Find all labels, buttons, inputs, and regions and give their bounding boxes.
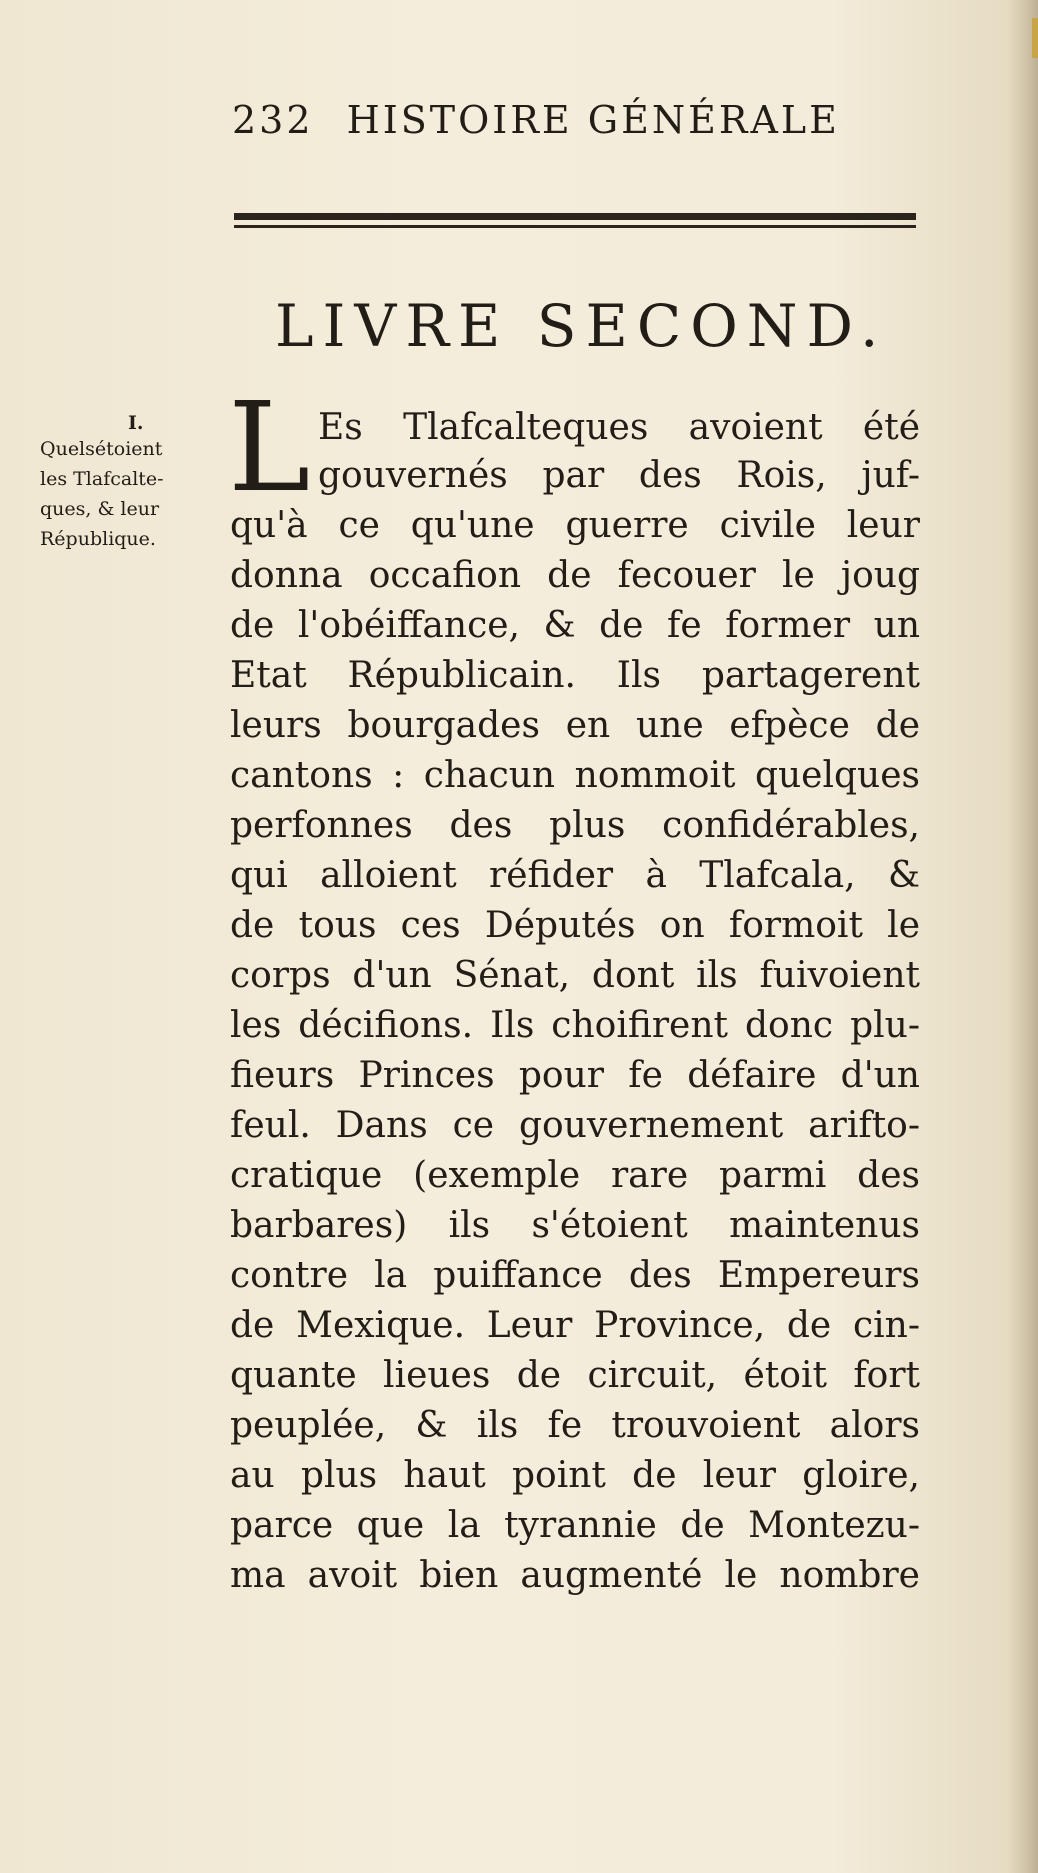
marginal-note-line: les Tlafcalte- (40, 468, 164, 490)
body-text-line: contre la puiffance des Empereurs (230, 1255, 920, 1296)
body-text-line: cantons : chacun nommoit quelques (230, 755, 920, 796)
body-text-line: leurs bourgades en une efpèce de (230, 705, 920, 746)
header-rule-thick (234, 213, 916, 220)
page-edge-tab (1032, 18, 1038, 58)
body-text-line: les décifions. Ils choifirent donc plu- (230, 1005, 920, 1046)
body-text-line: Es Tlafcalteques avoient été (318, 407, 920, 448)
body-text-line: barbares) ils s'étoient maintenus (230, 1205, 920, 1246)
body-text-line: gouvernés par des Rois, juf- (318, 455, 920, 496)
body-text-line: de Mexique. Leur Province, de cin- (230, 1305, 920, 1346)
marginal-note-line: Quelsétoient (40, 438, 163, 460)
body-text-line: quante lieues de circuit, étoit fort (230, 1355, 920, 1396)
body-text-line: qui alloient réfider à Tlafcala, & (230, 855, 920, 896)
page-edge-shadow (1008, 0, 1038, 1873)
body-text-line: parce que la tyrannie de Montezu- (230, 1505, 920, 1546)
header-rule-thin (234, 225, 916, 228)
body-text-line: corps d'un Sénat, dont ils fuivoient (230, 955, 920, 996)
marginal-note-number: I. (128, 412, 144, 434)
drop-cap: L (228, 376, 311, 520)
body-text-line: feul. Dans ce gouvernement arifto- (230, 1105, 920, 1146)
page-number: 232 (232, 98, 314, 142)
marginal-note-line: ques, & leur (40, 498, 160, 520)
body-text-line: donna occafion de fecouer le joug (230, 555, 920, 596)
body-text-line: de l'obéiffance, & de fe former un (230, 605, 920, 646)
body-text-line: Etat Républicain. Ils partagerent (230, 655, 920, 696)
book-title: LIVRE SECOND. (275, 292, 888, 360)
running-head (232, 98, 840, 142)
marginal-note-line: République. (40, 528, 156, 550)
body-text-line: perfonnes des plus confidérables, (230, 805, 920, 846)
body-text-line: au plus haut point de leur gloire, (230, 1455, 920, 1496)
body-text-line: qu'à ce qu'une guerre civile leur (230, 505, 920, 546)
body-text-line: fieurs Princes pour fe défaire d'un (230, 1055, 920, 1096)
body-text-line: cratique (exemple rare parmi des (230, 1155, 920, 1196)
body-text-line: peuplée, & ils fe trouvoient alors (230, 1405, 920, 1446)
running-title: HISTOIRE GÉNÉRALE (346, 98, 840, 142)
body-text-line: ma avoit bien augmenté le nombre (230, 1555, 920, 1596)
marginal-note (40, 412, 240, 554)
body-text-line: de tous ces Députés on formoit le (230, 905, 920, 946)
